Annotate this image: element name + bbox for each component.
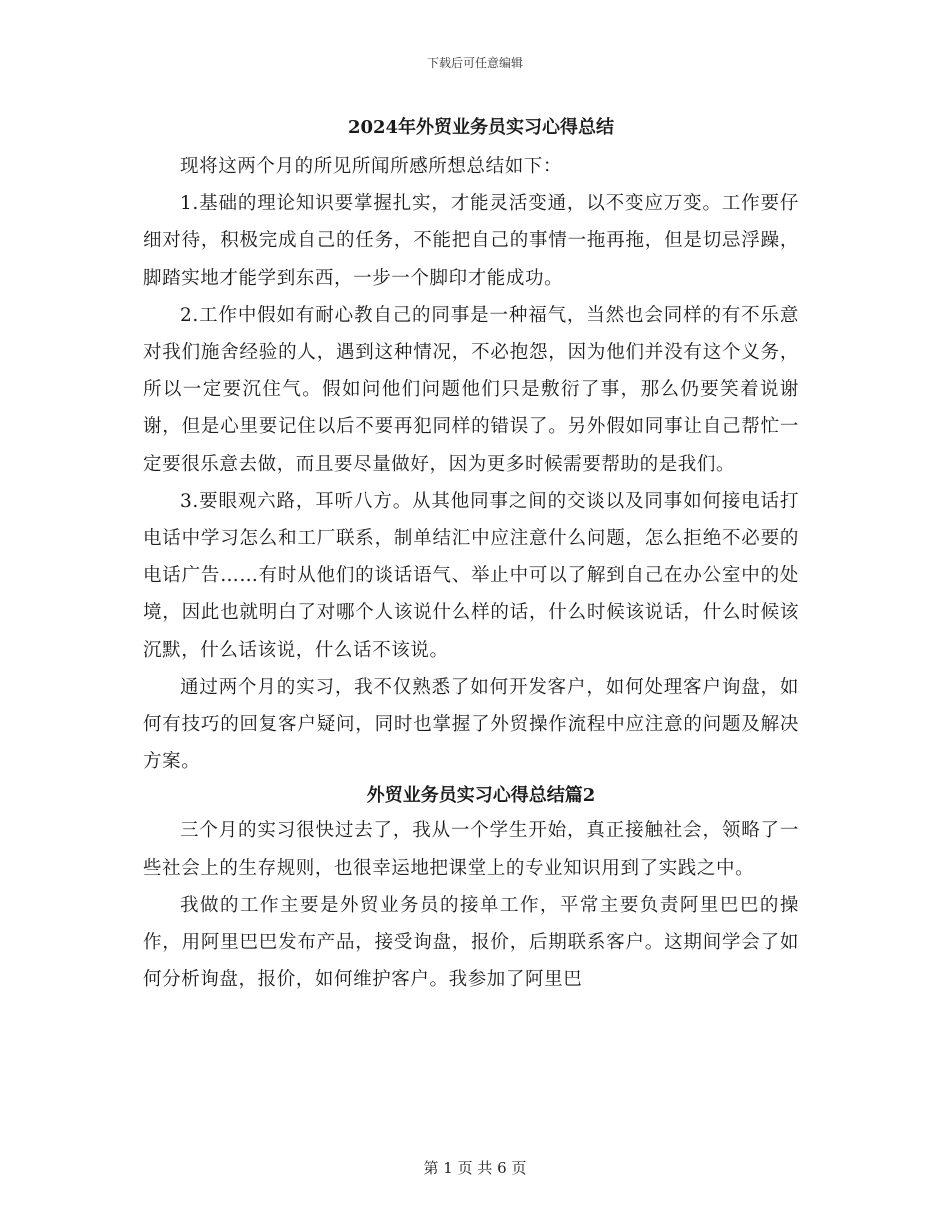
paragraph-conclusion: 通过两个月的实习，我不仅熟悉了如何开发客户，如何处理客户询盘，如何有技巧的回复客户疑问，同时也掌握了外贸操作流程中应注意的问题及解决方案。 [143, 676, 799, 773]
paragraph-point-1: 1.基础的理论知识要掌握扎实，才能灵活变通，以不变应万变。工作要仔细对待，积极完成自己的任务，不能把自己的事情一拖再拖，但是切忌浮躁，脚踏实地才能学到东西，一步一个脚印才能成功。 [143, 193, 799, 289]
document-body [143, 112, 799, 998]
paragraph-intro: 现将这两个月的所见所闻所感所想总结如下： [180, 156, 563, 177]
paragraph-point-2: 2.工作中假如有耐心教自己的同事是一种福气，当然也会同样的有不乐意对我们施舍经验的人，遇到这种情况，不必抱怨，因为他们并没有这个义务，所以一定要沉住气。假如问他们问题他们只是敷衍了事，那么仍要笑着说谢谢，但是心里要记住以后不要再犯同样的错误了。另外假如同事让自己帮忙一定要很乐意去做，而且要尽量做好，因为更多时候需要帮助的是我们。 [143, 304, 799, 475]
page-number: 第 1 页 共 6 页 [423, 1159, 527, 1177]
section2-paragraph-2: 我做的工作主要是外贸业务员的接单工作，平常主要负责阿里巴巴的操作，用阿里巴巴发布产品，接受询盘，报价，后期联系客户。这期间学会了如何分析询盘，报价，如何维护客户。我参加了阿里巴 [143, 894, 799, 991]
paragraph-point-3: 3.要眼观六路，耳听八方。从其他同事之间的交谈以及同事如何接电话打电话中学习怎么和工厂联系，制单结汇中应注意什么问题，怎么拒绝不必要的电话广告……有时从他们的谈话语气、举止中可以了解到自己在办公室中的处境，因此也就明白了对哪个人该说什么样的话，什么时候该说话，什么时候该沉默，什么话该说，什么话不该说。 [143, 490, 799, 661]
document-title: 2024年外贸业务员实习心得总结 [347, 117, 615, 138]
section2-title: 外贸业务员实习心得总结篇2 [366, 785, 596, 807]
header-note: 下载后可任意编辑 [426, 56, 523, 70]
section2-paragraph-1: 三个月的实习很快过去了，我从一个学生开始，真正接触社会，领略了一些社会上的生存规则，也很幸运地把课堂上的专业知识用到了实践之中。 [143, 820, 799, 879]
